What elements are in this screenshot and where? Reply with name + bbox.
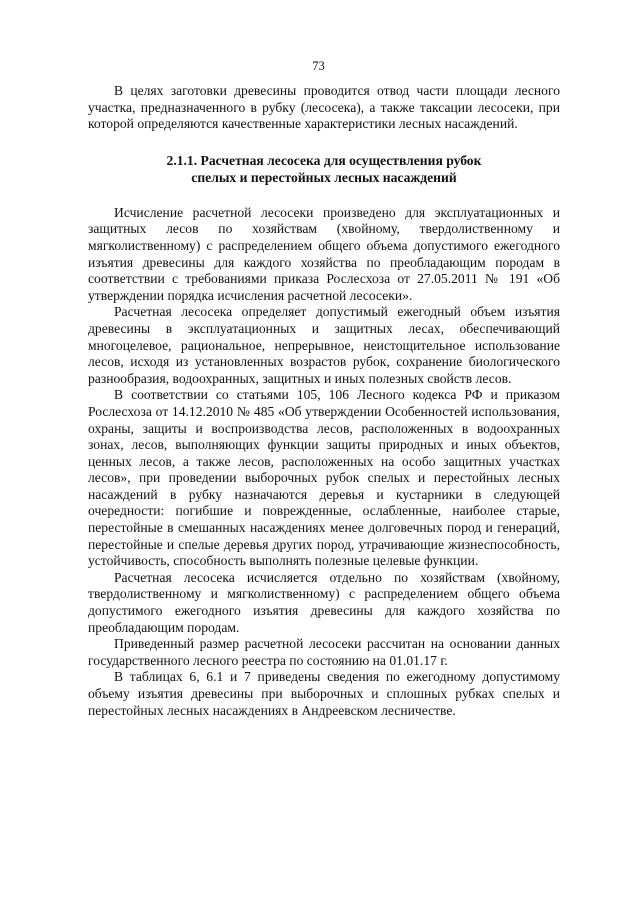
body-paragraph: В таблицах 6, 6.1 и 7 приведены сведения по ежегодному допустимому объему изъятия древесины при выборочных и сплошных рубках спелых и перестойных лесных насаждениях в Андреевском лесничестве. — [88, 669, 560, 718]
body-paragraph: Расчетная лесосека исчисляется отдельно по хозяйствам (хвойному, твердолиственному и мягколиственному) с распределением общего объема допустимого ежегодного изъятия древесины для каждого хозяйства по преобладающим породам. — [88, 569, 560, 635]
body-paragraph: В соответствии со статьями 105, 106 Лесного кодекса РФ и приказом Рослесхоза от 14.12.2010 № 485 «Об утверждении Особенностей использования, охраны, защиты и воспроизводства лесов, расположенных в водоохранных зонах, лесов, выполняющих функции защиты природных и иных объектов, ценных лесов, а также лесов, расположенных на особо защитных участках лесов», при проведении выборочных рубок спелых и перестойных лесных насаждений в рубку назначаются деревья и кустарники в следующей очередности: погибшие и поврежденные, ослабленные, наиболее старые, перестойные в смешанных насаждениях менее долговечных пород и генераций, перестойные и спелые деревья других пород, утрачивающие жизнеспособность, устойчивость, способность выполнять полезные целевые функции. — [88, 387, 560, 569]
page-number: 73 — [312, 59, 325, 73]
body-paragraph: Приведенный размер расчетной лесосеки рассчитан на основании данных государственного лесного реестра по состоянию на 01.01.17 г. — [88, 636, 560, 668]
section-number: 2.1.1. — [166, 152, 198, 168]
page-content — [88, 83, 560, 719]
body-paragraph: Исчисление расчетной лесосеки произведено для эксплуатационных и защитных лесов по хозяйствам (хвойному, твердолиственному и мягколиственному) с распределением общего объема допустимого ежегодного изъятия древесины для каждого хозяйства по преобладающим породам в соответствии с требованиями приказа Рослесхоза от 27.05.2011 № 191 «Об утверждении порядка исчисления расчетной лесосеки». — [88, 204, 560, 303]
body-paragraph: Расчетная лесосека определяет допустимый ежегодный объем изъятия древесины в эксплуатационных и защитных лесах, обеспечивающий многоцелевое, рациональное, непрерывное, неистощительное использование лесов, исходя из установленных возрастов рубок, сохранение биологического разнообразия, водоохранных, защитных и иных полезных свойств лесов. — [88, 304, 560, 386]
section-heading-line-1 — [88, 152, 560, 169]
section-heading — [88, 152, 560, 186]
section-title-line-1: Расчетная лесосека для осуществления рубок — [200, 152, 482, 168]
intro-paragraph: В целях заготовки древесины проводится отвод части площади лесного участка, предназначенного в рубку (лесосека), а также таксации лесосеки, при которой определяются качественные характеристики лесных насаждений. — [88, 83, 560, 132]
section-title-line-2: спелых и перестойных лесных насаждений — [191, 169, 457, 185]
